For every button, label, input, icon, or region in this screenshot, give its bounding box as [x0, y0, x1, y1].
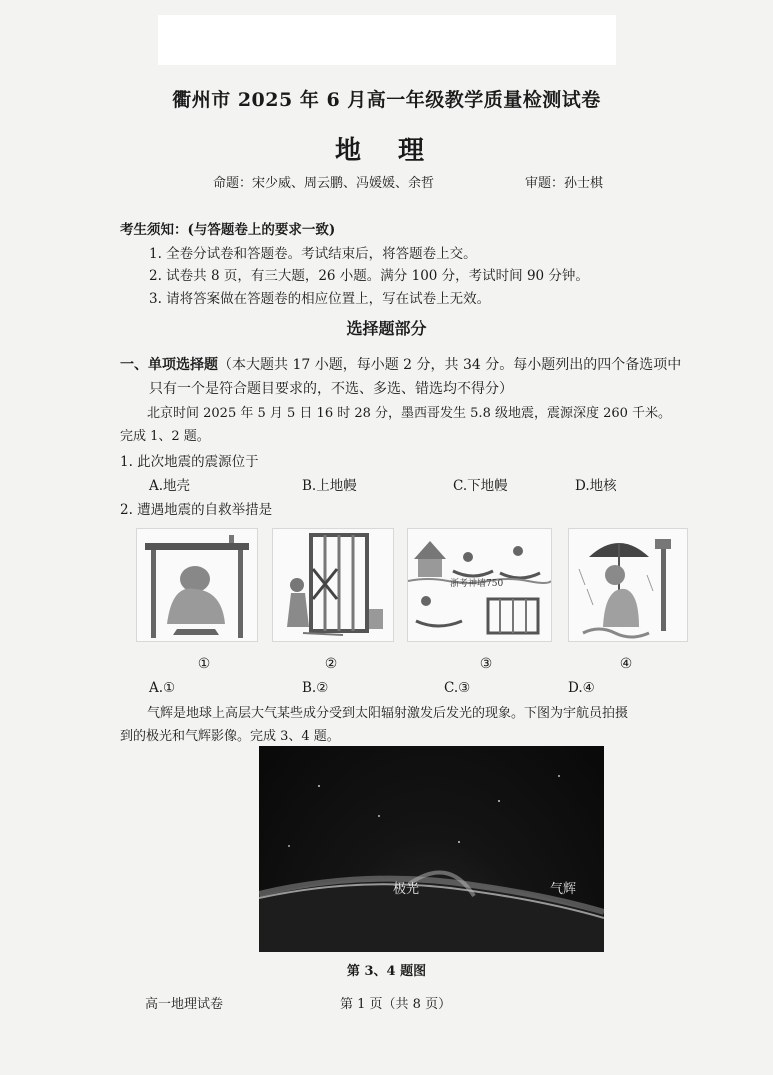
notice-item-1: 1. 全卷分试卷和答题卷。考试结束后，将答题卷上交。: [149, 246, 477, 262]
authors-line: 命题：宋少威、周云鹏、冯媛媛、余哲: [213, 176, 435, 191]
stem1-line2: 完成 1、2 题。: [120, 429, 210, 444]
doorway-illustration: [273, 529, 393, 641]
q1-text: 1. 此次地震的震源位于: [120, 454, 259, 470]
stem2-line1: 气辉是地球上高层大气某些成分受到太阳辐射激发后发光的现象。下图为宇航员拍摄: [147, 706, 629, 721]
q1-option-a[interactable]: A.地壳: [149, 478, 191, 494]
footer-subject: 高一地理试卷: [145, 997, 224, 1012]
panel-under-table: [136, 528, 258, 642]
subject-title: 地 理: [334, 136, 439, 166]
panel-flood-rescue: [407, 528, 552, 642]
panel-number-3: ③: [479, 656, 493, 672]
umbrella-rain-illustration: [569, 529, 687, 641]
reviewer-line: 审题：孙士棋: [525, 176, 604, 191]
section-title: 选择题部分: [346, 319, 427, 338]
exam-title: 衢州市 2025 年 6 月高一年级教学质量检测试卷: [172, 89, 601, 111]
label-aurora: 极光: [393, 882, 420, 897]
part1-label: 一、单项选择题: [120, 357, 218, 373]
panel-number-2: ②: [324, 656, 338, 672]
aurora-airglow-photo: [259, 746, 604, 952]
q1-option-d[interactable]: D.地核: [575, 478, 617, 494]
panel-number-1: ①: [197, 656, 211, 672]
notice-item-2: 2. 试卷共 8 页，有三大题，26 小题。满分 100 分，考试时间 90 分钟。: [149, 268, 589, 284]
notice-item-3: 3. 请将答案做在答题卷的相应位置上，写在试卷上无效。: [149, 291, 491, 307]
stem1-line1: 北京时间 2025 年 5 月 5 日 16 时 28 分，墨西哥发生 5.8 级地震，震源深度 260 千米。: [147, 406, 672, 421]
q2-option-a[interactable]: A.①: [149, 680, 176, 696]
q2-option-b[interactable]: B.②: [302, 680, 329, 696]
footer-page-number: 第 1 页（共 8 页）: [340, 997, 452, 1012]
figure-caption: 第 3、4 题图: [346, 964, 427, 979]
q2-option-c[interactable]: C.③: [444, 680, 471, 696]
stem2-line2: 到的极光和气辉影像。完成 3、4 题。: [120, 729, 340, 744]
panel-umbrella-rain: [568, 528, 688, 642]
panel-number-4: ④: [619, 656, 633, 672]
q1-option-b[interactable]: B.上地幔: [302, 478, 357, 494]
label-airglow: 气辉: [550, 882, 577, 897]
redacted-header-area: [158, 15, 616, 65]
q2-option-d[interactable]: D.④: [568, 680, 595, 696]
q2-text: 2. 遭遇地震的自救举措是: [120, 502, 273, 518]
panel-doorway: [272, 528, 394, 642]
panel-watermark-text: 浙考神墙750: [450, 579, 504, 589]
q1-option-c[interactable]: C.下地幔: [453, 478, 508, 494]
part1-heading: [120, 354, 681, 374]
notice-heading: 考生须知：(与答题卷上的要求一致): [120, 222, 336, 238]
photo-glow-layer: [259, 746, 604, 952]
under-table-illustration: [137, 529, 257, 641]
part1-desc-line2: 只有一个是符合题目要求的，不选、多选、错选均不得分）: [149, 381, 513, 397]
part1-desc: （本大题共 17 小题，每小题 2 分，共 34 分。每小题列出的四个备选项中: [218, 357, 682, 373]
